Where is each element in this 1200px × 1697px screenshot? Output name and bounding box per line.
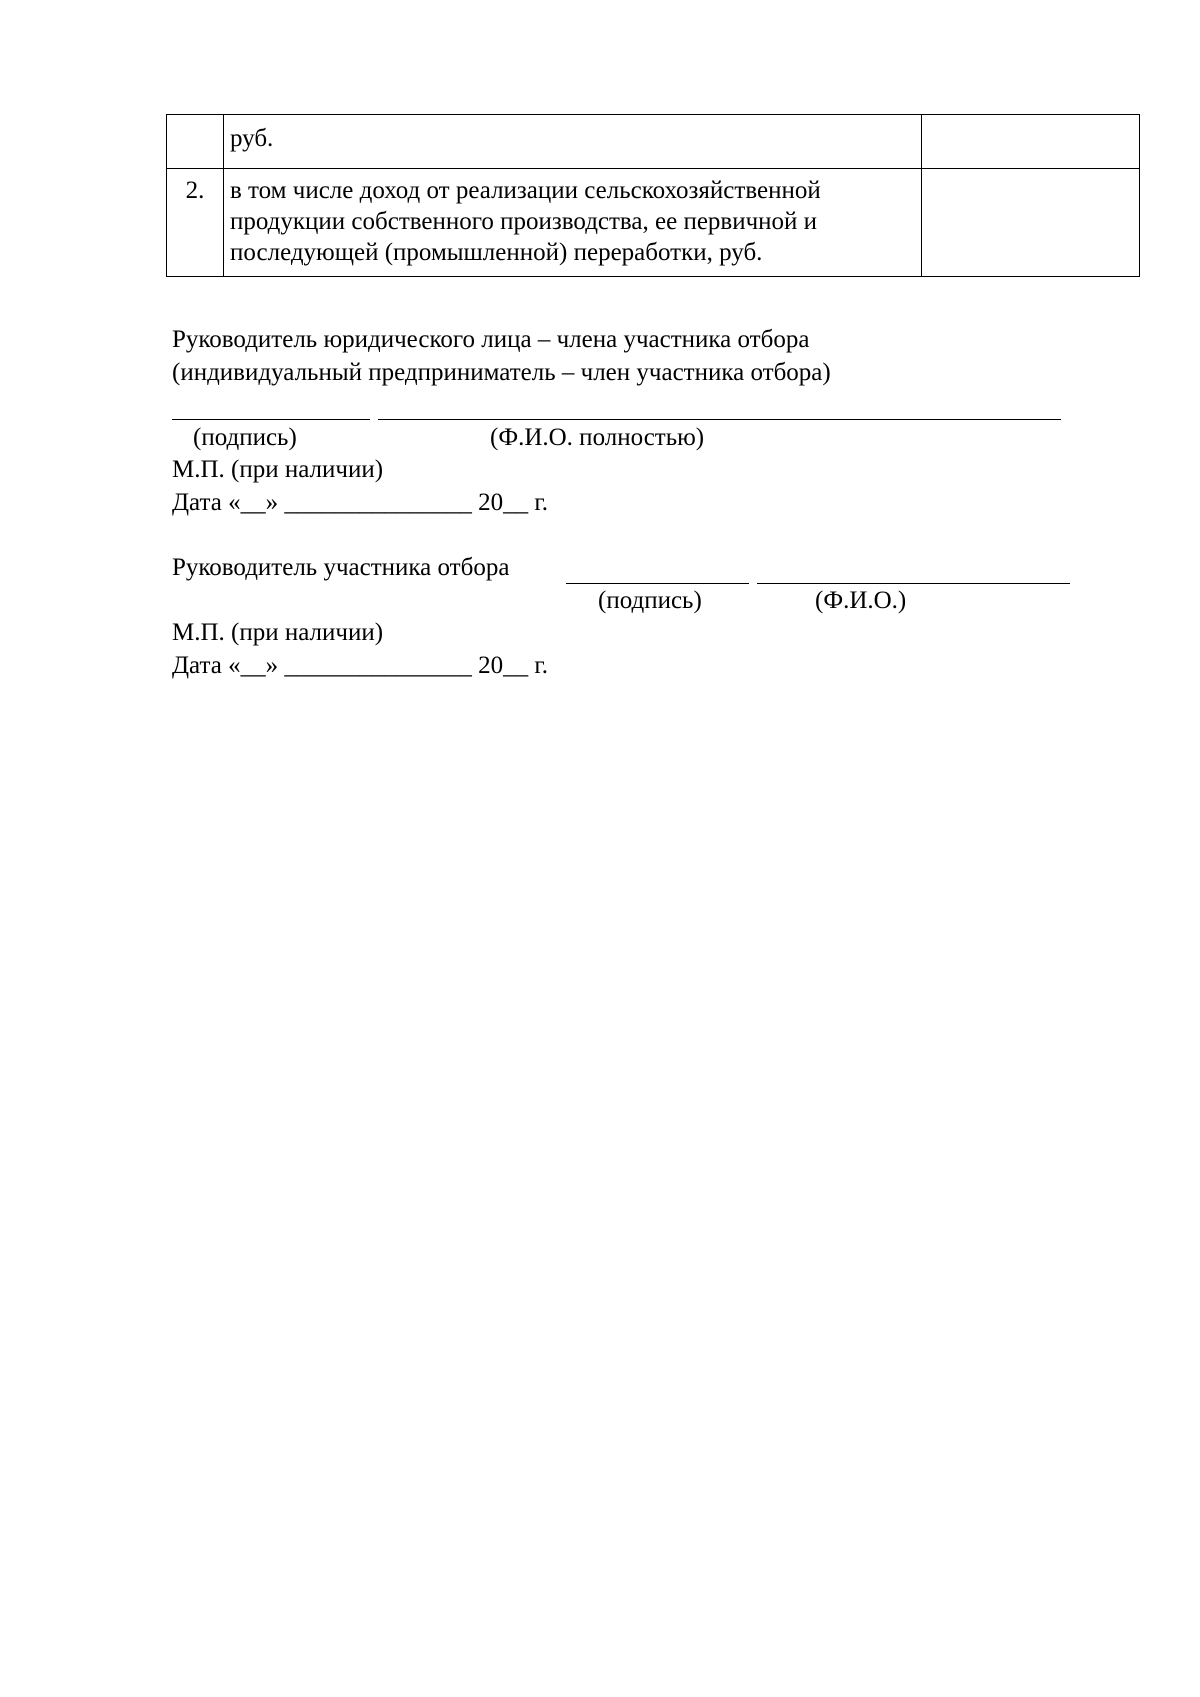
name-line bbox=[757, 583, 1070, 584]
date-line: Дата «__» _______________ 20__ г. bbox=[172, 652, 549, 679]
signatory-title-line-2: (индивидуальный предприниматель – член участника отбора) bbox=[172, 359, 831, 386]
row-value-cell bbox=[922, 169, 1140, 277]
income-table bbox=[166, 114, 1140, 277]
table-row bbox=[167, 169, 1140, 277]
row-number-cell: 2. bbox=[167, 169, 224, 277]
table-row bbox=[167, 115, 1140, 169]
signature-caption: (подпись) bbox=[598, 587, 702, 614]
signatory-title-line-1: Руководитель юридического лица – члена участника отбора bbox=[172, 326, 810, 353]
date-line: Дата «__» _______________ 20__ г. bbox=[172, 489, 549, 516]
name-line bbox=[378, 419, 1061, 420]
name-caption: (Ф.И.О. полностью) bbox=[490, 424, 705, 451]
row-description-cell: в том числе доход от реализации сельскохозяйственной продукции собственного производства, ее первичной и последующей (промышленной) переработки, руб. bbox=[224, 169, 922, 277]
row-number-cell bbox=[167, 115, 224, 169]
name-caption: (Ф.И.О.) bbox=[815, 587, 907, 614]
signature-line bbox=[172, 419, 370, 420]
signature-caption: (подпись) bbox=[193, 424, 297, 451]
participant-head-title: Руководитель участника отбора bbox=[172, 554, 510, 581]
row-value-cell bbox=[922, 115, 1140, 169]
row-description-cell: руб. bbox=[224, 115, 922, 169]
seal-note: М.П. (при наличии) bbox=[172, 456, 384, 483]
seal-note: М.П. (при наличии) bbox=[172, 619, 384, 646]
